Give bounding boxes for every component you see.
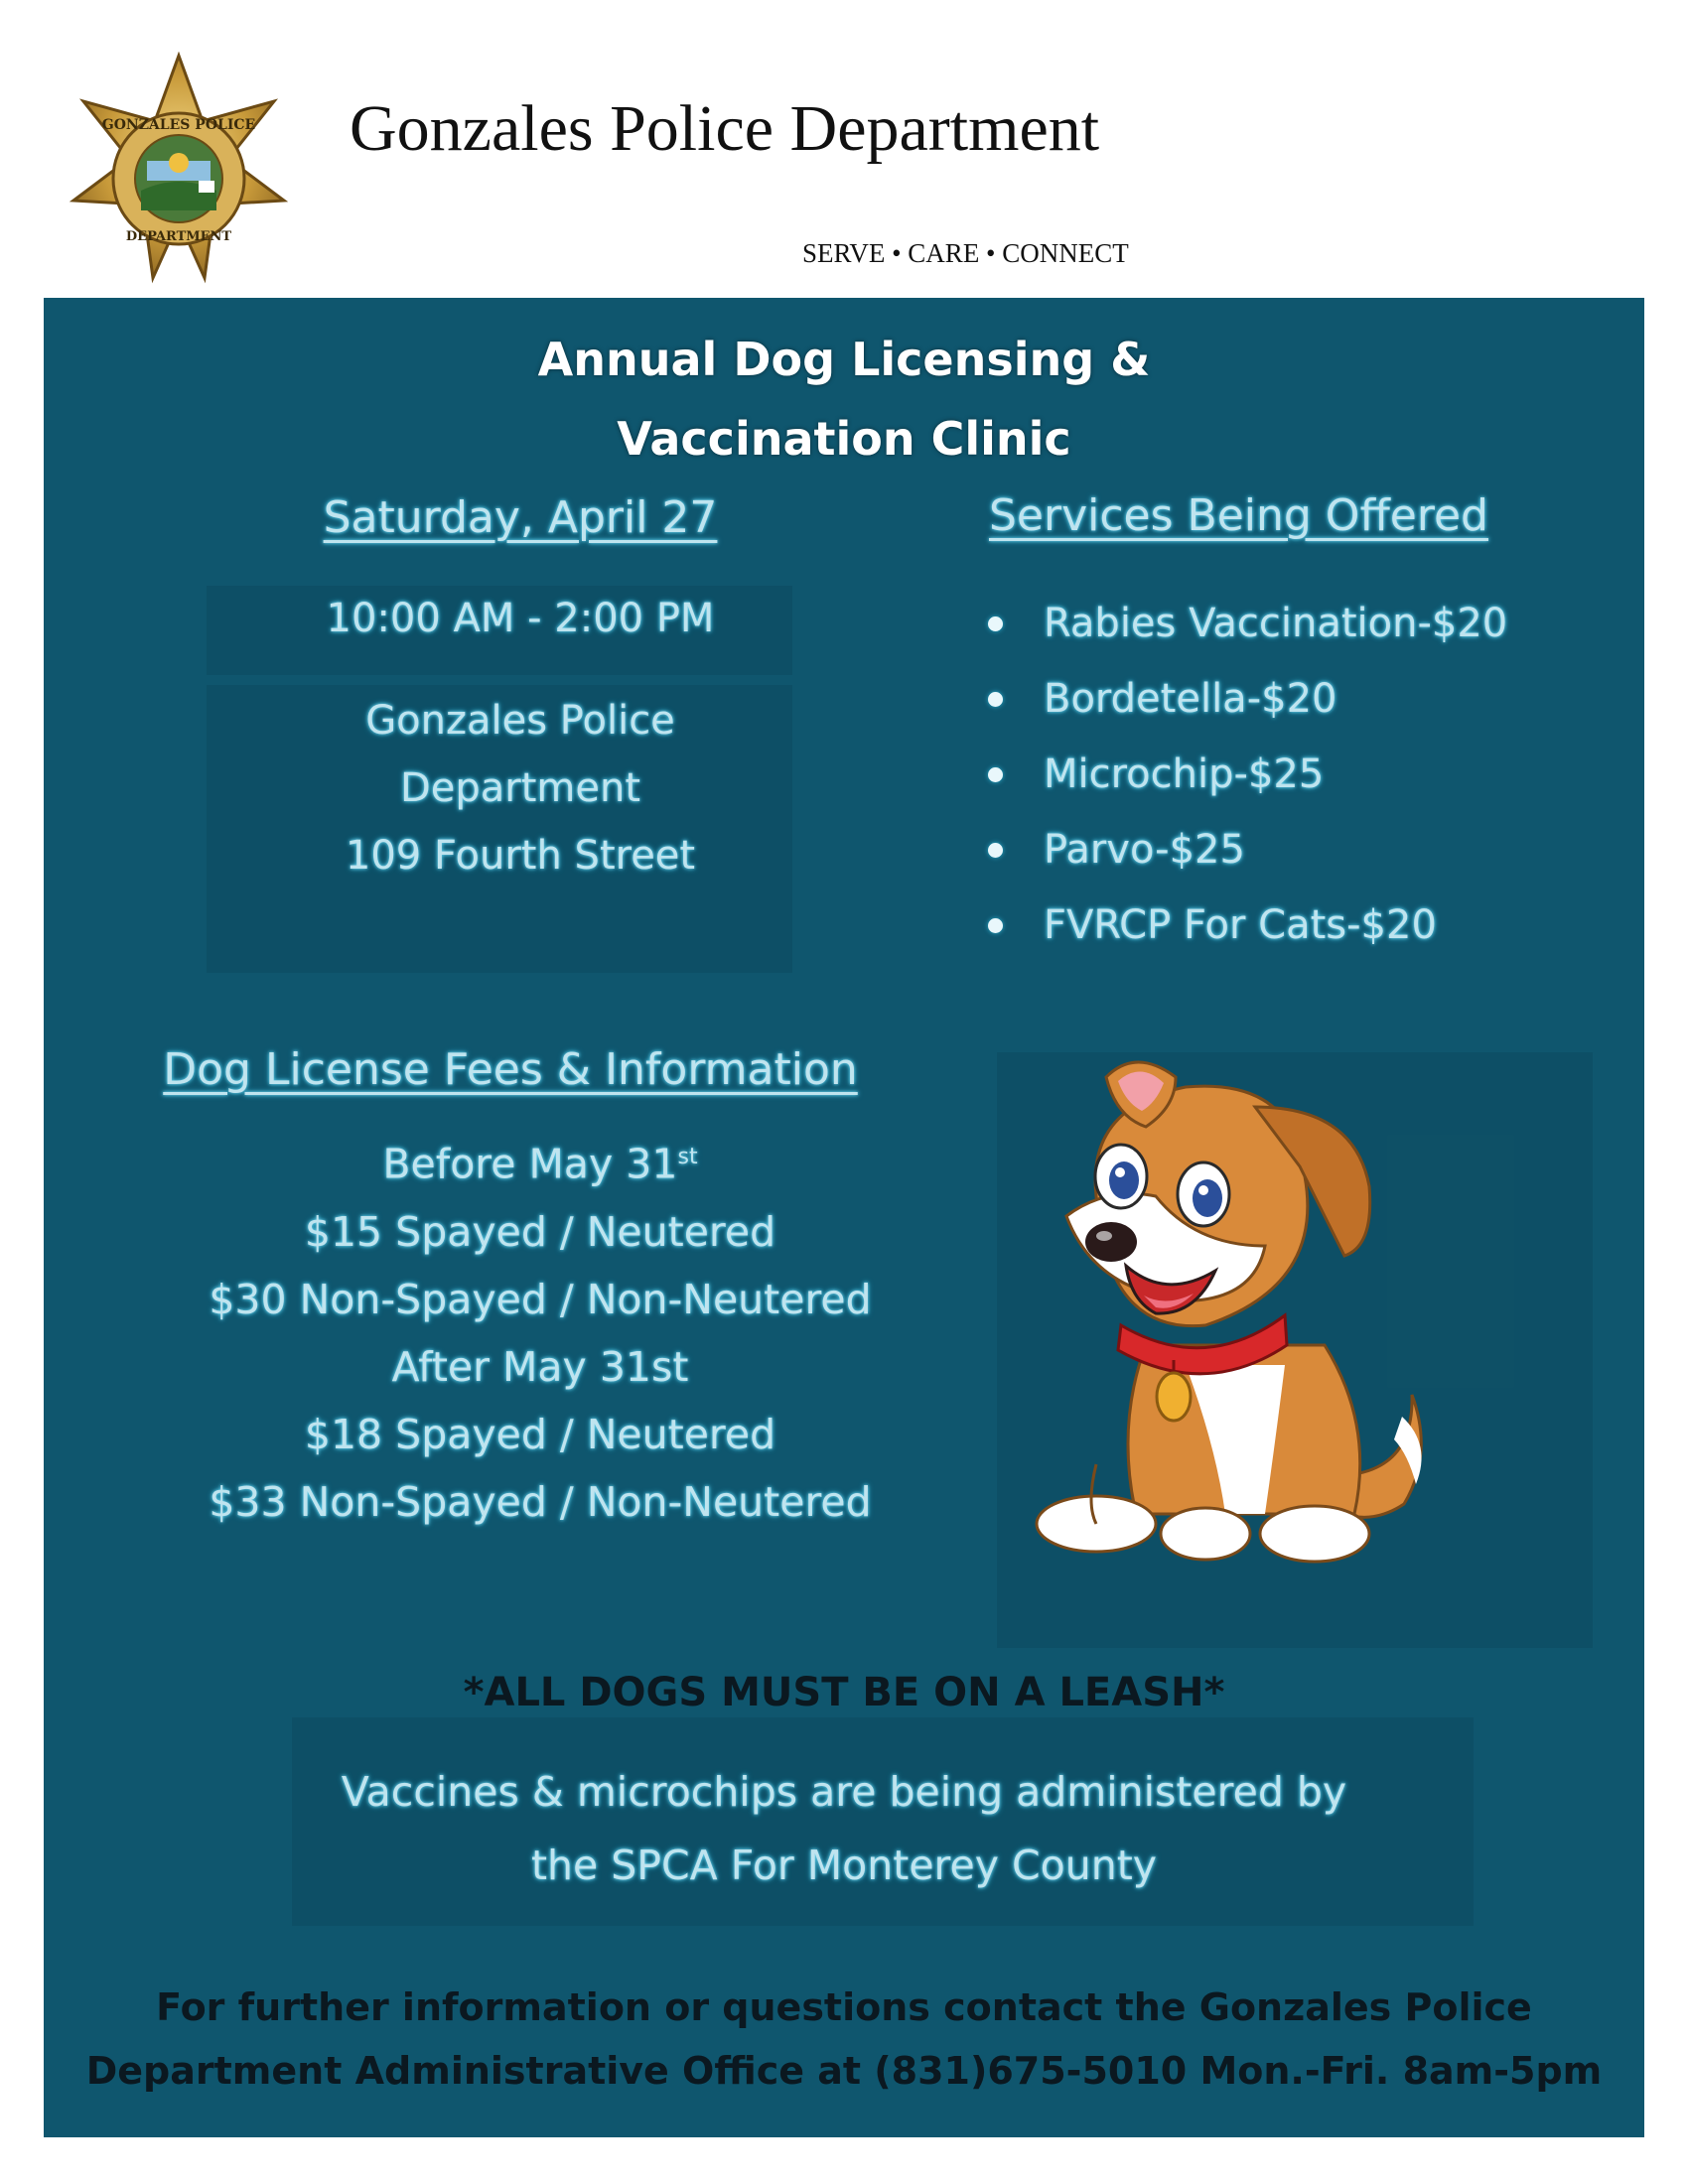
flyer-title [44, 320, 1644, 478]
flyer-panel [44, 298, 1644, 2137]
service-label: Parvo-$25 [1044, 827, 1245, 873]
service-label: Bordetella-$20 [1044, 676, 1337, 722]
service-item [982, 661, 1507, 737]
location-line-1: Gonzales Police [365, 698, 675, 744]
spca-line-2: the SPCA For Monterey County [530, 1842, 1158, 1889]
cartoon-puppy-icon [1027, 1047, 1483, 1603]
fee-before-2: $30 Non-Spayed / Non-Neutered [209, 1275, 872, 1323]
bullet-icon [988, 692, 1003, 707]
title-line-1: Annual Dog Licensing & [537, 333, 1151, 386]
location-line-3: 109 Fourth Street [345, 833, 696, 879]
before-label-text: Before May 31 [382, 1140, 678, 1188]
fee-after-1: $18 Spayed / Neutered [304, 1410, 776, 1458]
department-title: Gonzales Police Department [350, 92, 1100, 165]
fees-heading: Dog License Fees & Information [163, 1044, 858, 1095]
badge-text-top: GONZALES POLICE [101, 117, 256, 133]
service-label: Rabies Vaccination-$20 [1044, 601, 1508, 646]
services-list [982, 586, 1507, 963]
before-label [113, 1124, 967, 1198]
badge-text-bottom: DEPARTMENT [125, 229, 232, 244]
contact-line-2: Department Administrative Office at (831)675-5010 Mon.-Fri. 8am-5pm [85, 2049, 1603, 2093]
leash-notice: *ALL DOGS MUST BE ON A LEASH* [463, 1670, 1225, 1715]
fee-after-2: $33 Non-Spayed / Non-Neutered [209, 1477, 872, 1526]
location [242, 687, 798, 889]
before-label-sup: st [677, 1145, 698, 1169]
location-line-2: Department [399, 765, 641, 811]
after-label: After May 31st [391, 1342, 689, 1391]
header [0, 0, 1688, 298]
fee-before-1: $15 Spayed / Neutered [304, 1207, 776, 1256]
services-heading: Services Being Offered [989, 490, 1488, 541]
spca-line-1: Vaccines & microchips are being administered by [341, 1768, 1347, 1816]
date-heading: Saturday, April 27 [323, 492, 718, 543]
motto: SERVE • CARE • CONNECT [802, 238, 1129, 268]
bullet-icon [988, 918, 1003, 933]
service-label: Microchip-$25 [1044, 751, 1325, 797]
time-text: 10:00 AM - 2:00 PM [326, 596, 715, 641]
bullet-icon [988, 843, 1003, 858]
service-item [982, 812, 1507, 887]
contact-info [44, 1976, 1644, 2103]
contact-line-1: For further information or questions contact the Gonzales Police [156, 1985, 1532, 2029]
spca-notice [44, 1755, 1644, 1902]
bullet-icon [988, 767, 1003, 782]
service-item [982, 887, 1507, 963]
service-label: FVRCP For Cats-$20 [1044, 902, 1437, 948]
service-item [982, 737, 1507, 812]
police-star-badge-icon [50, 52, 308, 296]
bullet-icon [988, 616, 1003, 631]
title-line-2: Vaccination Clinic [617, 412, 1071, 466]
service-item [982, 586, 1507, 661]
fees-info [113, 1124, 967, 1536]
